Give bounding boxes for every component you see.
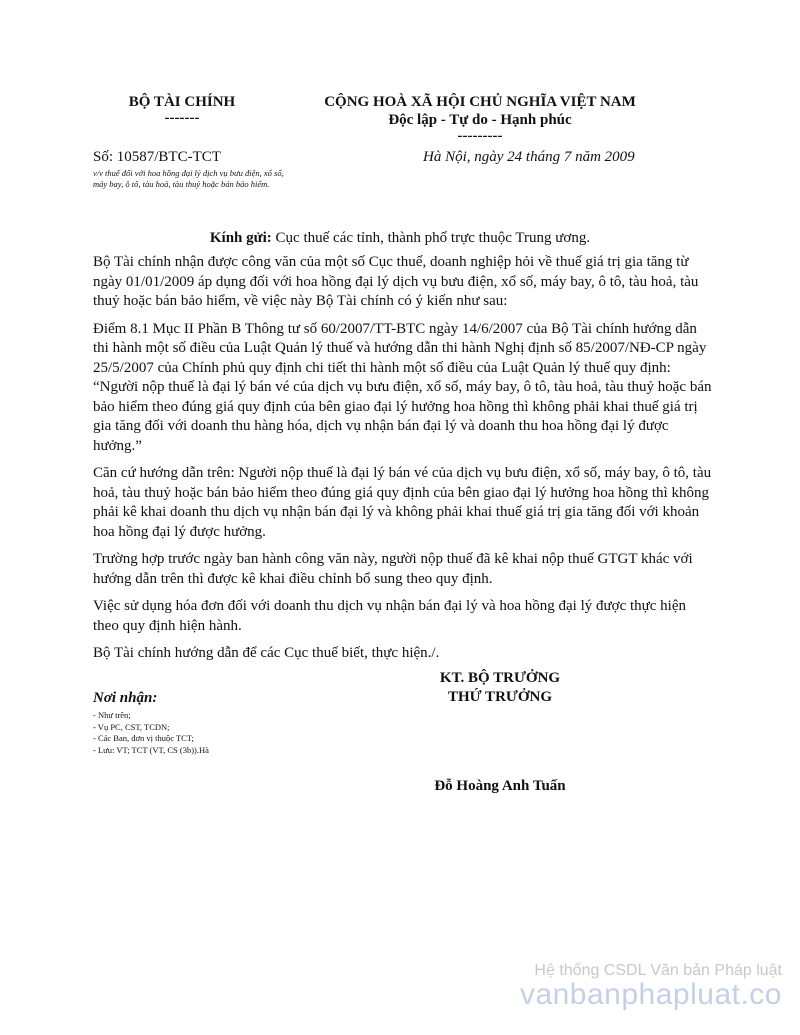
- body-paragraph: Việc sử dụng hóa đơn đối với doanh thu dịch vụ nhận bán đại lý và hoa hồng đại lý được thực hiện theo quy định hiện hành.: [93, 598, 687, 634]
- body-paragraph: Bộ Tài chính hướng dẫn để các Cục thuế biết, thực hiện./.: [93, 645, 440, 661]
- addressee-line: [93, 230, 707, 247]
- body-paragraph: Điểm 8.1 Mục II Phần B Thông tư số 60/2007/TT-BTC ngày 14/6/2007 của Bộ Tài chính hướng dẫn thi hành một số điều của Luật Quản lý thuế và hướng dẫn thi hành Nghị định số 85/2007/NĐ-CP ngày 25/5/2007 của Chính phủ quy định chi tiết thi hành một số điều của Luật Quản lý thuế quy định: “Người nộp thuế là đại lý bán vé của dịch vụ bưu điện, xổ số, máy bay, ô tô, tàu hoả, tàu thuỷ hoặc bán bảo hiểm theo đúng giá quy định của bên giao đại lý hưởng hoa hồng thì không phải khai thuế giá trị gia tăng đối với doanh thu hàng hóa, dịch vụ nhận bán đại lý và doanh thu hoa hồng đại lý được hưởng.”: [93, 320, 712, 454]
- signature-title: [400, 669, 600, 707]
- recipients-list: [93, 710, 209, 756]
- document-number: Số: 10587/BTC-TCT: [93, 149, 221, 165]
- signature-title-line2: THỨ TRƯỞNG: [447, 689, 553, 705]
- nation-title: CỘNG HOÀ XÃ HỘI CHỦ NGHĨA VIỆT NAM: [324, 94, 636, 110]
- body-paragraph: Bộ Tài chính nhận được công văn của một số Cục thuế, doanh nghiệp hỏi về thuế giá trị gia tăng từ ngày 01/01/2009 áp dụng đối với hoa hồng đại lý dịch vụ bưu điện, xổ số, máy bay, ô tô, tàu hoả, tàu thuỷ hoặc bán bảo hiểm, về việc này Bộ Tài chính có ý kiến như sau:: [93, 254, 699, 309]
- national-title-block: [290, 93, 670, 143]
- body-paragraph: Căn cứ hướng dẫn trên: Người nộp thuế là đại lý bán vé của dịch vụ bưu điện, xổ số, máy bay, ô tô, tàu hoả, tàu thuỷ hoặc bán bảo hiểm theo đúng giá quy định của bên giao đại lý hưởng hoa hồng thì không phải kê khai doanh thu dịch vụ nhận bán đại lý và không phải khai thuế giá trị gia tăng đối với khoản hoa hồng đại lý được hưởng.: [93, 465, 712, 540]
- recipient-item: - Vụ PC, CST, TCDN;: [93, 721, 170, 732]
- motto: Độc lập - Tự do - Hạnh phúc: [388, 112, 572, 128]
- recipient-item: - Các Ban, đơn vị thuộc TCT;: [93, 733, 194, 743]
- recipient-item: - Như trên;: [93, 710, 131, 720]
- place-and-date: Hà Nội, ngày 24 tháng 7 năm 2009: [423, 149, 635, 165]
- document-body: [93, 253, 715, 672]
- watermark-site: vanbanphapluat.co: [519, 978, 782, 1011]
- motto-divider: ---------: [457, 128, 503, 144]
- ministry-name: BỘ TÀI CHÍNH: [128, 94, 236, 110]
- issuing-agency-block: [82, 93, 282, 125]
- recipient-item: - Lưu: VT; TCT (VT, CS (3b)).Hà: [93, 744, 209, 755]
- addressee-label: Kính gửi:: [209, 230, 272, 246]
- signatory-name: Đỗ Hoàng Anh Tuấn: [434, 778, 566, 794]
- recipients-label: Nơi nhận:: [93, 690, 158, 706]
- body-paragraph: Trường hợp trước ngày ban hành công văn này, người nộp thuế đã kê khai nộp thuế GTGT khác với hướng dẫn trên thì được kê khai điều chỉnh bổ sung theo quy định.: [93, 551, 693, 587]
- ministry-divider: -------: [164, 110, 200, 126]
- watermark-caption: Hệ thống CSDL Văn bản Pháp luật: [534, 962, 782, 979]
- document-subject: v/v thuế đối với hoa hồng đại lý dịch vụ bưu điện, xổ số, máy bay, ô tô, tàu hoả, tàu thuỷ hoặc bán bảo hiểm.: [93, 168, 284, 189]
- addressee-text: Cục thuế các tỉnh, thành phố trực thuộc Trung ương.: [271, 230, 591, 246]
- signature-title-line1: KT. BỘ TRƯỞNG: [439, 670, 561, 686]
